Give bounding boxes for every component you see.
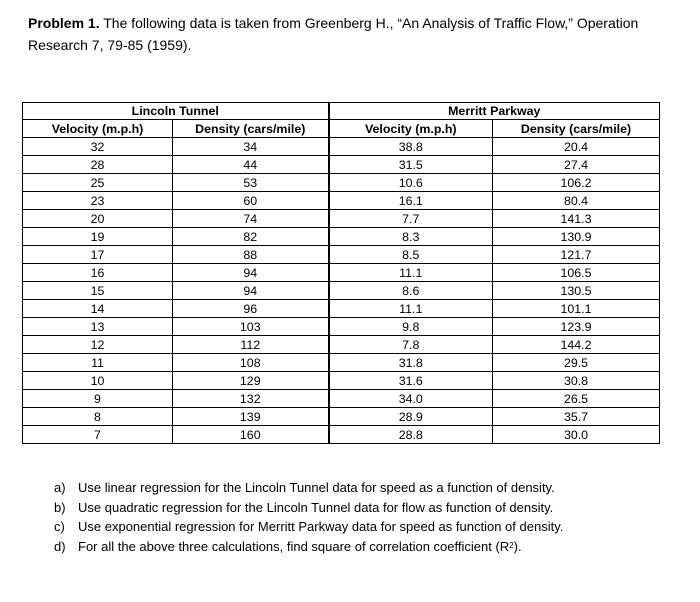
table-cell: 31.8 [329, 354, 493, 372]
table-cell: 11.1 [329, 264, 493, 282]
table-cell: 31.5 [329, 156, 493, 174]
table-group-header-row [23, 103, 660, 120]
table-column-header-row [23, 120, 660, 138]
table-cell: 15 [23, 282, 173, 300]
question-list [54, 478, 674, 556]
table-cell: 121.7 [493, 246, 660, 264]
table-cell: 130.5 [493, 282, 660, 300]
table-cell: 13 [23, 318, 173, 336]
table-row [23, 300, 660, 318]
table-cell: 160 [173, 426, 329, 444]
table-cell: 9 [23, 390, 173, 408]
question-label: a) [54, 480, 66, 495]
table-cell: 35.7 [493, 408, 660, 426]
table-cell: 30.0 [493, 426, 660, 444]
table-cell: 8.6 [329, 282, 493, 300]
table-cell: 16 [23, 264, 173, 282]
question-text: Use exponential regression for Merritt Parkway data for speed as function of density. [78, 519, 564, 535]
traffic-data-table [22, 102, 660, 444]
table-cell: 130.9 [493, 228, 660, 246]
table-cell: 88 [173, 246, 329, 264]
table-cell: 29.5 [493, 354, 660, 372]
table-cell: 28.8 [329, 426, 493, 444]
table-row [23, 372, 660, 390]
table-cell: 32 [23, 138, 173, 156]
table-cell: 132 [173, 390, 329, 408]
table-row [23, 318, 660, 336]
table-cell: 7.8 [329, 336, 493, 354]
table-cell: 106.2 [493, 174, 660, 192]
table-cell: 123.9 [493, 318, 660, 336]
question-text: Use linear regression for the Lincoln Tunnel data for speed as a function of density. [78, 480, 555, 495]
table-cell: 27.4 [493, 156, 660, 174]
question-item [54, 537, 674, 557]
table-cell: 16.1 [329, 192, 493, 210]
table-body [23, 138, 660, 444]
group-header-merritt-parkway: Merritt Parkway [329, 103, 660, 120]
table-cell: 25 [23, 174, 173, 192]
question-text: Use quadratic regression for the Lincoln Tunnel data for flow as function of density. [78, 499, 554, 515]
table-cell: 94 [173, 264, 329, 282]
question-item [54, 517, 674, 537]
table-cell: 82 [173, 228, 329, 246]
table-cell: 20 [23, 210, 173, 228]
table-cell: 28 [23, 156, 173, 174]
table-cell: 112 [173, 336, 329, 354]
table-row [23, 210, 660, 228]
table-cell: 129 [173, 372, 329, 390]
table-cell: 9.8 [329, 318, 493, 336]
table-cell: 31.6 [329, 372, 493, 390]
table-cell: 53 [173, 174, 329, 192]
table-row [23, 228, 660, 246]
table-cell: 106.5 [493, 264, 660, 282]
table-cell: 38.8 [329, 138, 493, 156]
question-label: d) [54, 538, 66, 554]
table-row [23, 192, 660, 210]
table-cell: 8 [23, 408, 173, 426]
superscript-two: 2 [509, 540, 514, 550]
table-cell: 28.9 [329, 408, 493, 426]
table-cell: 8.5 [329, 246, 493, 264]
table-cell: 74 [173, 210, 329, 228]
table-cell: 10 [23, 372, 173, 390]
column-header-density: Density (cars/mile) [493, 120, 660, 138]
table-row [23, 390, 660, 408]
table-row [23, 282, 660, 300]
table-cell: 60 [173, 192, 329, 210]
table-row [23, 246, 660, 264]
table-row [23, 174, 660, 192]
question-suffix: ). [513, 538, 522, 554]
table-row [23, 354, 660, 372]
problem-statement [28, 12, 658, 56]
table-cell: 7 [23, 426, 173, 444]
table-cell: 20.4 [493, 138, 660, 156]
column-header-velocity: Velocity (m.p.h) [329, 120, 493, 138]
table-cell: 23 [23, 192, 173, 210]
column-header-velocity: Velocity (m.p.h) [23, 120, 173, 138]
table-row [23, 336, 660, 354]
table-row [23, 156, 660, 174]
table-cell: 14 [23, 300, 173, 318]
table-cell: 26.5 [493, 390, 660, 408]
table-row [23, 408, 660, 426]
table-cell: 7.7 [329, 210, 493, 228]
table-row [23, 426, 660, 444]
table-cell: 19 [23, 228, 173, 246]
table-row [23, 138, 660, 156]
table-cell: 10.6 [329, 174, 493, 192]
table-cell: 34.0 [329, 390, 493, 408]
problem-text: The following data is taken from Greenberg H., “An Analysis of Traffic Flow,” Operation Research 7, 79-85 (1959). [28, 15, 639, 53]
table-cell: 94 [173, 282, 329, 300]
table-cell: 11 [23, 354, 173, 372]
question-text: For all the above three calculations, find square of correlation coefficient (R [78, 538, 510, 554]
question-label: b) [54, 499, 66, 515]
table-cell: 96 [173, 300, 329, 318]
group-header-lincoln-tunnel: Lincoln Tunnel [23, 103, 329, 120]
column-header-density: Density (cars/mile) [173, 120, 329, 138]
table-row [23, 264, 660, 282]
table-cell: 30.8 [493, 372, 660, 390]
question-label: c) [54, 519, 65, 535]
question-item [54, 478, 674, 498]
table-cell: 8.3 [329, 228, 493, 246]
table-cell: 139 [173, 408, 329, 426]
table-cell: 103 [173, 318, 329, 336]
table-cell: 11.1 [329, 300, 493, 318]
table-cell: 141.3 [493, 210, 660, 228]
table-cell: 108 [173, 354, 329, 372]
problem-label: Problem 1. [28, 15, 100, 31]
table-cell: 17 [23, 246, 173, 264]
table-cell: 101.1 [493, 300, 660, 318]
table-cell: 80.4 [493, 192, 660, 210]
question-item [54, 498, 674, 518]
table-cell: 44 [173, 156, 329, 174]
table-cell: 144.2 [493, 336, 660, 354]
table-cell: 34 [173, 138, 329, 156]
table-cell: 12 [23, 336, 173, 354]
